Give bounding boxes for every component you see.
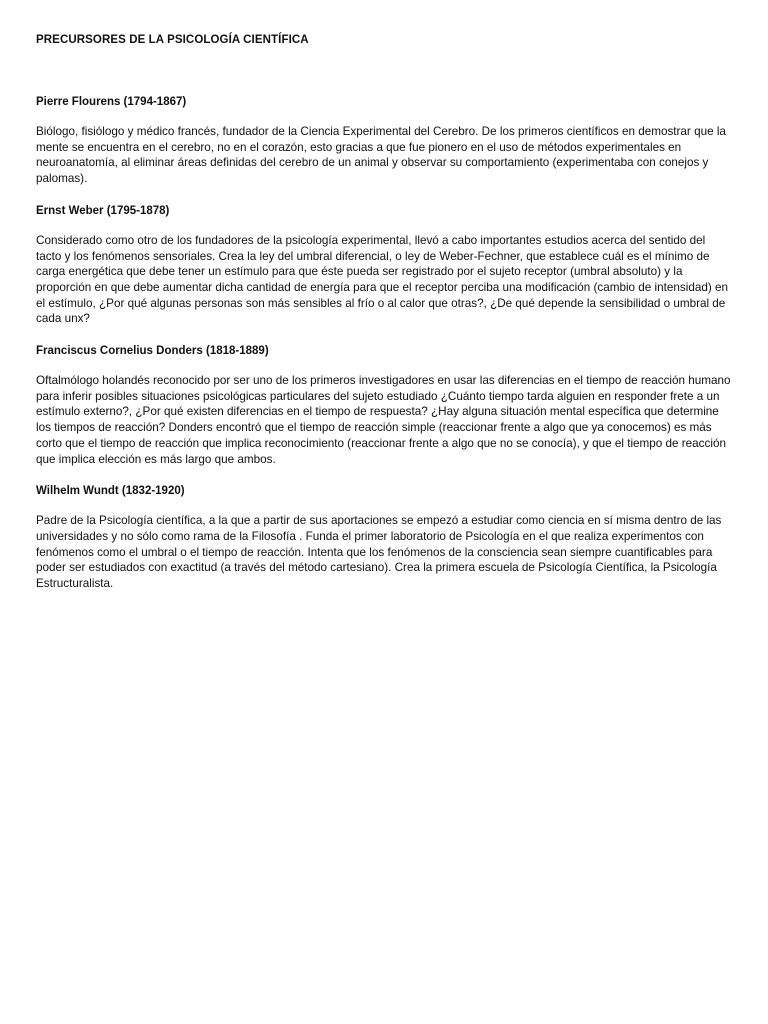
section-body: Padre de la Psicología científica, a la que a partir de sus aportaciones se empezó a estudiar como ciencia en sí misma dentro de las universidades y no sólo como rama de la Filosofía . Funda el primer laboratorio de Psicología en el que realiza experimentos con fenómenos como el umbral o el tiempo de reacción. Intenta que los fenómenos de la consciencia sean siempre cuantificables para poder ser estudiados con exactitud (a través del método cartesiano). Crea la primera escuela de Psicología Científica, la Psicología Estructuralista.: [36, 514, 722, 591]
section-body: Oftalmólogo holandés reconocido por ser uno de los primeros investigadores en usar las diferencias en el tiempo de reacción humano para inferir posibles situaciones psicológicas particulares del sujeto estudiado ¿Cuánto tiempo tarda alguien en responder frete a un estímulo externo?, ¿Por qué existen diferencias en el tiempo de respuesta? ¿Hay alguna situación mental específica que determine los tiempos de reacción? Donders encontró que el tiempo de reacción simple (reaccionar frente a algo que ya conocemos) es más corto que el tiempo de reacción que implica reconocimiento (reaccionar frente a algo que no se conocía), y que el tiempo de reacción que implica elección es más largo que ambos.: [36, 374, 731, 466]
section-wundt: [36, 482, 732, 592]
section-donders: [36, 342, 732, 467]
section-weber: [36, 202, 732, 327]
section-body: Biólogo, fisiólogo y médico francés, fundador de la Ciencia Experimental del Cerebro. De los primeros científicos en demostrar que la mente se encuentra en el cerebro, no en el corazón, esto gracias a que fue pionero en el uso de métodos experimentales en neuroanatomía, al eliminar áreas definidas del cerebro de un animal y observar su comportamiento (experimentaba con conejos y palomas).: [36, 125, 726, 186]
document-page: [36, 31, 732, 607]
section-body: Considerado como otro de los fundadores de la psicología experimental, llevó a cabo importantes estudios acerca del sentido del tacto y los fenómenos sensoriales. Crea la ley del umbral diferencial, o ley de Weber-Fechner, que establece cuál es el mínimo de carga energética que debe tener un estímulo para que éste pueda ser registrado por el sujeto receptor (umbral absoluto) y la proporción en que debe aumentar dicha cantidad de energía para que el receptor perciba una modificación (cambio de intensidad) en el estímulo, ¿Por qué algunas personas son más sensibles al frío o al calor que otras?, ¿De qué depende la sensibilidad o umbral de cada unx?: [36, 233, 728, 326]
section-flourens: [36, 93, 732, 187]
section-heading: Ernst Weber (1795-1878): [36, 204, 170, 217]
sections-container: [36, 93, 732, 592]
section-heading: Wilhelm Wundt (1832-1920): [36, 485, 185, 498]
section-heading: Pierre Flourens (1794-1867): [36, 96, 187, 108]
section-heading: Franciscus Cornelius Donders (1818-1889): [36, 345, 269, 358]
document-title: PRECURSORES DE LA PSICOLOGÍA CIENTÍFICA: [36, 34, 309, 46]
